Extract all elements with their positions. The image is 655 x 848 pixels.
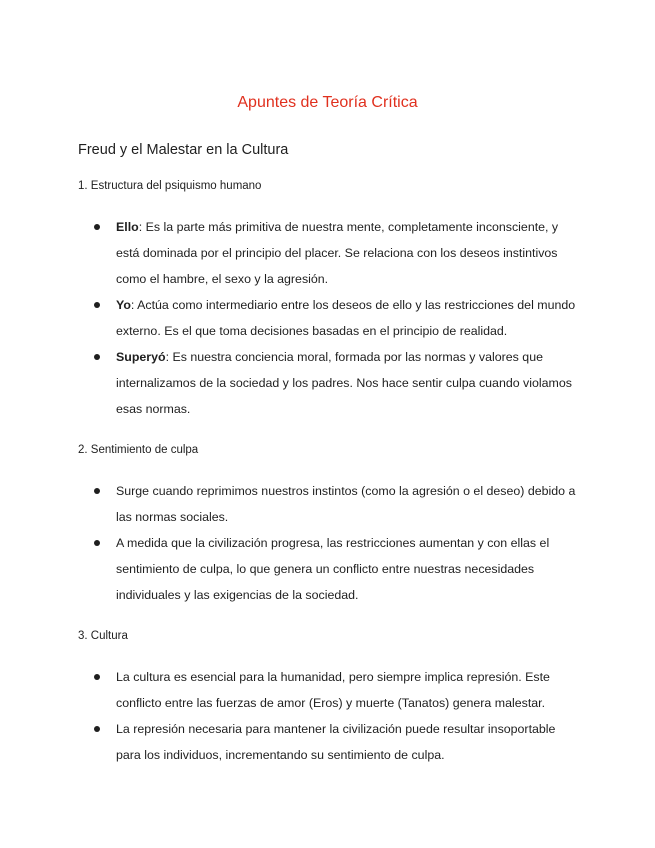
list-item bbox=[78, 292, 577, 344]
subheading-estructura: 1. Estructura del psiquismo humano bbox=[78, 180, 262, 192]
bullet-list-cultura bbox=[78, 664, 577, 768]
bullet-icon bbox=[94, 674, 100, 680]
bullet-icon bbox=[94, 488, 100, 494]
item-text: : Es nuestra conciencia moral, formada por las normas y valores que internalizamos de la sociedad y los padres. Nos hace sentir culpa cuando violamos esas normas. bbox=[116, 350, 572, 416]
bullet-list-culpa bbox=[78, 478, 577, 608]
item-text: A medida que la civilización progresa, las restricciones aumentan y con ellas el sentimiento de culpa, lo que genera un conflicto entre nuestras necesidades individuales y las exigencias de la sociedad. bbox=[116, 536, 550, 602]
item-text: Surge cuando reprimimos nuestros instintos (como la agresión o el deseo) debido a las normas sociales. bbox=[116, 484, 576, 524]
bullet-icon bbox=[94, 726, 100, 732]
list-item bbox=[78, 344, 577, 422]
bullet-icon bbox=[94, 302, 100, 308]
list-item bbox=[78, 664, 577, 716]
document-title: Apuntes de Teoría Crítica bbox=[237, 94, 418, 111]
item-text: : Actúa como intermediario entre los deseos de ello y las restricciones del mundo externo. Es el que toma decisiones basadas en el principio de realidad. bbox=[116, 298, 576, 338]
bullet-list-estructura bbox=[78, 214, 577, 422]
item-text: La cultura es esencial para la humanidad, pero siempre implica represión. Este conflicto entre las fuerzas de amor (Eros) y muerte (Tanatos) genera malestar. bbox=[116, 670, 550, 710]
subheading-cultura: 3. Cultura bbox=[78, 630, 128, 642]
item-text: La represión necesaria para mantener la civilización puede resultar insoportable para los individuos, incrementando su sentimiento de culpa. bbox=[116, 722, 556, 762]
term-label: Superyó bbox=[116, 350, 166, 364]
bullet-icon bbox=[94, 540, 100, 546]
bullet-icon bbox=[94, 224, 100, 230]
list-item bbox=[78, 716, 577, 768]
item-text: : Es la parte más primitiva de nuestra mente, completamente inconsciente, y está dominada por el principio del placer. Se relaciona con los deseos instintivos como el hambre, el sexo y la agresión. bbox=[116, 220, 559, 286]
list-item bbox=[78, 478, 577, 530]
section-title: Freud y el Malestar en la Cultura bbox=[78, 142, 289, 158]
list-item bbox=[78, 214, 577, 292]
term-label: Ello bbox=[116, 220, 139, 234]
term-label: Yo bbox=[116, 298, 131, 312]
subheading-culpa: 2. Sentimiento de culpa bbox=[78, 444, 199, 456]
bullet-icon bbox=[94, 354, 100, 360]
list-item bbox=[78, 530, 577, 608]
